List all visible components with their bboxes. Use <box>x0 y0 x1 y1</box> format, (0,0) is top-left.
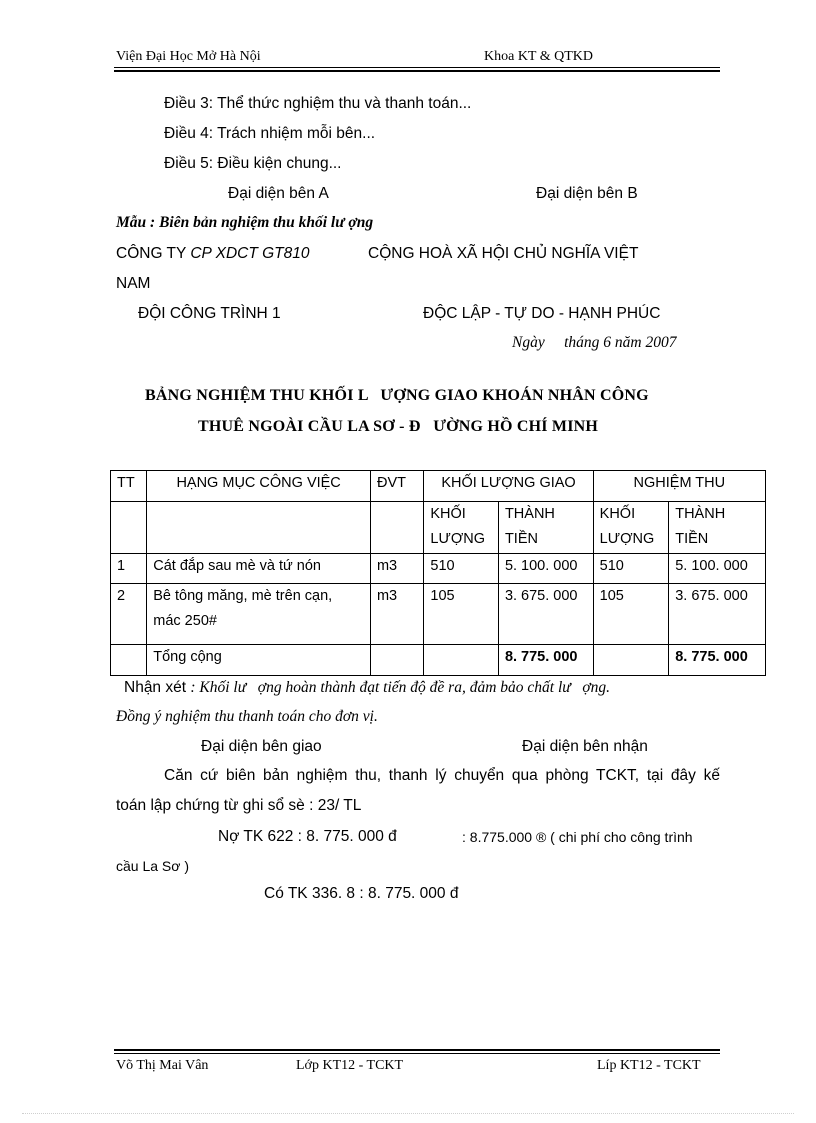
footer-class-right: Líp KT12 - TCKT <box>597 1058 701 1073</box>
header-faculty: Khoa KT & QTKD <box>484 49 594 64</box>
remark-line <box>124 679 610 697</box>
subheader-amt-assigned: THÀNH TIỀN <box>498 502 593 554</box>
signer-receiver: Đại diện bên nhận <box>522 738 648 755</box>
subheader-qty-accepted: KHỐI LƯỢNG <box>593 502 669 554</box>
table-total-row: Tổng cộng 8. 775. 000 8. 775. 000 <box>111 645 766 676</box>
table-header-row <box>111 471 766 502</box>
table-row: 2 Bê tông măng, mè trên cạn, mác 250# m3 105 3. 675. 000 105 3. 675. 000 <box>111 584 766 645</box>
subheader-qty-assigned: KHỐI LƯỢNG <box>424 502 499 554</box>
header-assigned: KHỐI LƯỢNG GIAO <box>424 471 593 502</box>
company-line <box>116 245 310 263</box>
footer-author: Võ Thị Mai Vân <box>116 1058 209 1073</box>
company-prefix: CÔNG TY <box>116 245 191 262</box>
header-tt: TT <box>111 471 147 502</box>
header-rule-thin <box>114 67 720 68</box>
accounting-paragraph-cont: toán lập chứng từ ghi sổ sè : 23/ TL <box>116 797 362 814</box>
header-unit: ĐVT <box>370 471 423 502</box>
clause-4: Điều 4: Trách nhiệm mỗi bên... <box>164 125 376 142</box>
page-bottom-dotted-line <box>22 1113 794 1114</box>
accounting-paragraph: Căn cứ biên bản nghiệm thu, thanh lý chuyển qua phòng TCKT, tại đây kế <box>164 767 720 784</box>
motto-subtitle: ĐỘC LẬP - TỰ DO - HẠNH PHÚC <box>423 305 661 322</box>
template-title: Mẫu : Biên bản nghiệm thu khối lư ợng <box>116 214 374 231</box>
clause-3: Điều 3: Thể thức nghiệm thu và thanh toán... <box>164 95 472 112</box>
clause-5: Điều 5: Điều kiện chung... <box>164 155 342 172</box>
footer-class: Lớp KT12 - TCKT <box>296 1058 404 1073</box>
team-name: ĐỘI CÔNG TRÌNH 1 <box>138 305 281 322</box>
document-date: Ngày tháng 6 năm 2007 <box>512 334 677 351</box>
header-rule-thick <box>114 70 720 72</box>
header-accepted: NGHIỆM THU <box>593 471 765 502</box>
debit-note-cont: cầu La Sơ ) <box>116 858 189 874</box>
footer-rule-thin <box>114 1053 720 1054</box>
table-row: 1 Cát đắp sau mè và tứ nón m3 510 5. 100. 000 510 5. 100. 000 <box>111 554 766 584</box>
remark-text: : Khối lư ợng hoàn thành đạt tiến độ đề ra, đảm bảo chất lư ợng. <box>190 679 611 696</box>
remark-label: Nhận xét <box>124 679 191 696</box>
debit-entry: Nợ TK 622 : 8. 775. 000 đ <box>218 828 397 845</box>
debit-note: : 8.775.000 ® ( chi phí cho công trình <box>462 829 693 845</box>
acceptance-table <box>110 470 766 676</box>
signer-giver: Đại diện bên giao <box>201 738 322 755</box>
doc-title-line2: THUÊ NGOÀI CẦU LA SƠ - Đ ƯỜNG HỒ CHÍ MINH <box>198 418 599 435</box>
credit-entry: Có TK 336. 8 : 8. 775. 000 đ <box>264 885 459 902</box>
footer-rule-thick <box>114 1049 720 1051</box>
signer-party-b: Đại diện bên B <box>536 185 638 202</box>
remark-approval: Đồng ý nghiệm thu thanh toán cho đơn vị. <box>116 708 378 725</box>
national-motto-cont: NAM <box>116 275 151 292</box>
company-name: CP XDCT GT810 <box>190 245 310 262</box>
header-item: HẠNG MỤC CÔNG VIỆC <box>147 471 371 502</box>
subheader-amt-accepted: THÀNH TIỀN <box>669 502 766 554</box>
national-motto: CỘNG HOÀ XÃ HỘI CHỦ NGHĨA VIỆT <box>368 245 639 262</box>
signer-party-a: Đại diện bên A <box>228 185 329 202</box>
header-institute: Viện Đại Học Mở Hà Nội <box>116 49 261 64</box>
table-subheader-row <box>111 502 766 554</box>
doc-title-line1: BẢNG NGHIỆM THU KHỐI L ƯỢNG GIAO KHOÁN NHÂN CÔNG <box>145 387 649 404</box>
